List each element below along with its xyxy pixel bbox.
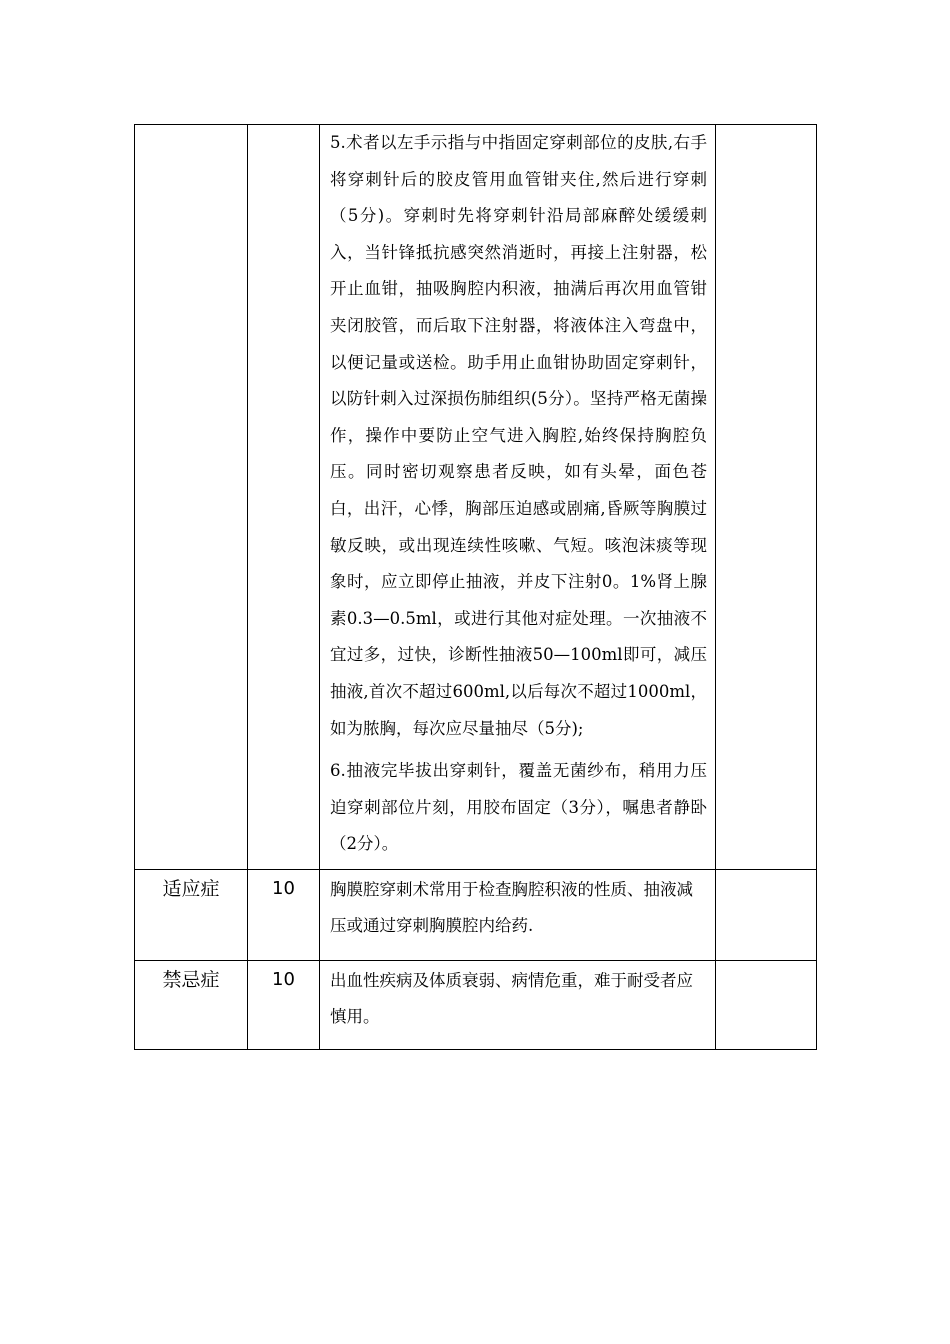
indication-text: 胸膜腔穿刺术常用于检查胸腔积液的性质、抽液减压或通过穿刺胸膜腔内给药. <box>330 879 693 935</box>
contraindication-text: 出血性疾病及体质衰弱、病情危重，难于耐受者应慎用。 <box>330 970 693 1026</box>
indication-row <box>135 869 817 960</box>
contraindication-score: 10 <box>248 960 320 1049</box>
contraindication-row <box>135 960 817 1049</box>
indication-label: 适应症 <box>135 869 248 960</box>
indication-remarks-cell <box>716 869 817 960</box>
remarks-cell <box>716 125 817 870</box>
item-cell <box>135 125 248 870</box>
procedure-content-cell <box>320 125 716 870</box>
contraindication-label: 禁忌症 <box>135 960 248 1049</box>
indication-score: 10 <box>248 869 320 960</box>
step-5-text: 5.术者以左手示指与中指固定穿刺部位的皮肤,右手将穿刺针后的胶皮管用血管钳夹住,然后进行穿刺（5分)。穿刺时先将穿刺针沿局部麻醉处缓缓刺入，当针锋抵抗感突然消逝时，再接上注射器，松开止血钳，抽吸胸腔内积液，抽满后再次用血管钳夹闭胶管，而后取下注射器，将液体注入弯盘中，以便记量或送检。助手用止血钳协助固定穿刺针，以防针刺入过深损伤肺组织(5分）。坚持严格无菌操作，操作中要防止空气进入胸腔,始终保持胸腔负压。同时密切观察患者反映，如有头晕，面色苍白，出汗，心悸，胸部压迫感或剧痛,昏厥等胸膜过敏反映，或出现连续性咳嗽、气短。咳泡沫痰等现象时，应立即停止抽液，并皮下注射0。1%肾上腺素0.3—0.5ml，或进行其他对症处理。一次抽液不宜过多，过快，诊断性抽液50—100ml即可，减压抽液,首次不超过600ml,以后每次不超过1000ml，如为脓胸，每次应尽量抽尽（5分); <box>330 133 707 738</box>
contraindication-remarks-cell <box>716 960 817 1049</box>
step-6-text: 6.抽液完毕拔出穿刺针，覆盖无菌纱布，稍用力压迫穿刺部位片刻，用胶布固定（3分），嘱患者静卧（2分）。 <box>330 761 707 854</box>
score-cell <box>248 125 320 870</box>
scoring-table <box>134 124 817 1050</box>
indication-content-cell <box>320 869 716 960</box>
procedure-row <box>135 125 817 870</box>
contraindication-content-cell <box>320 960 716 1049</box>
